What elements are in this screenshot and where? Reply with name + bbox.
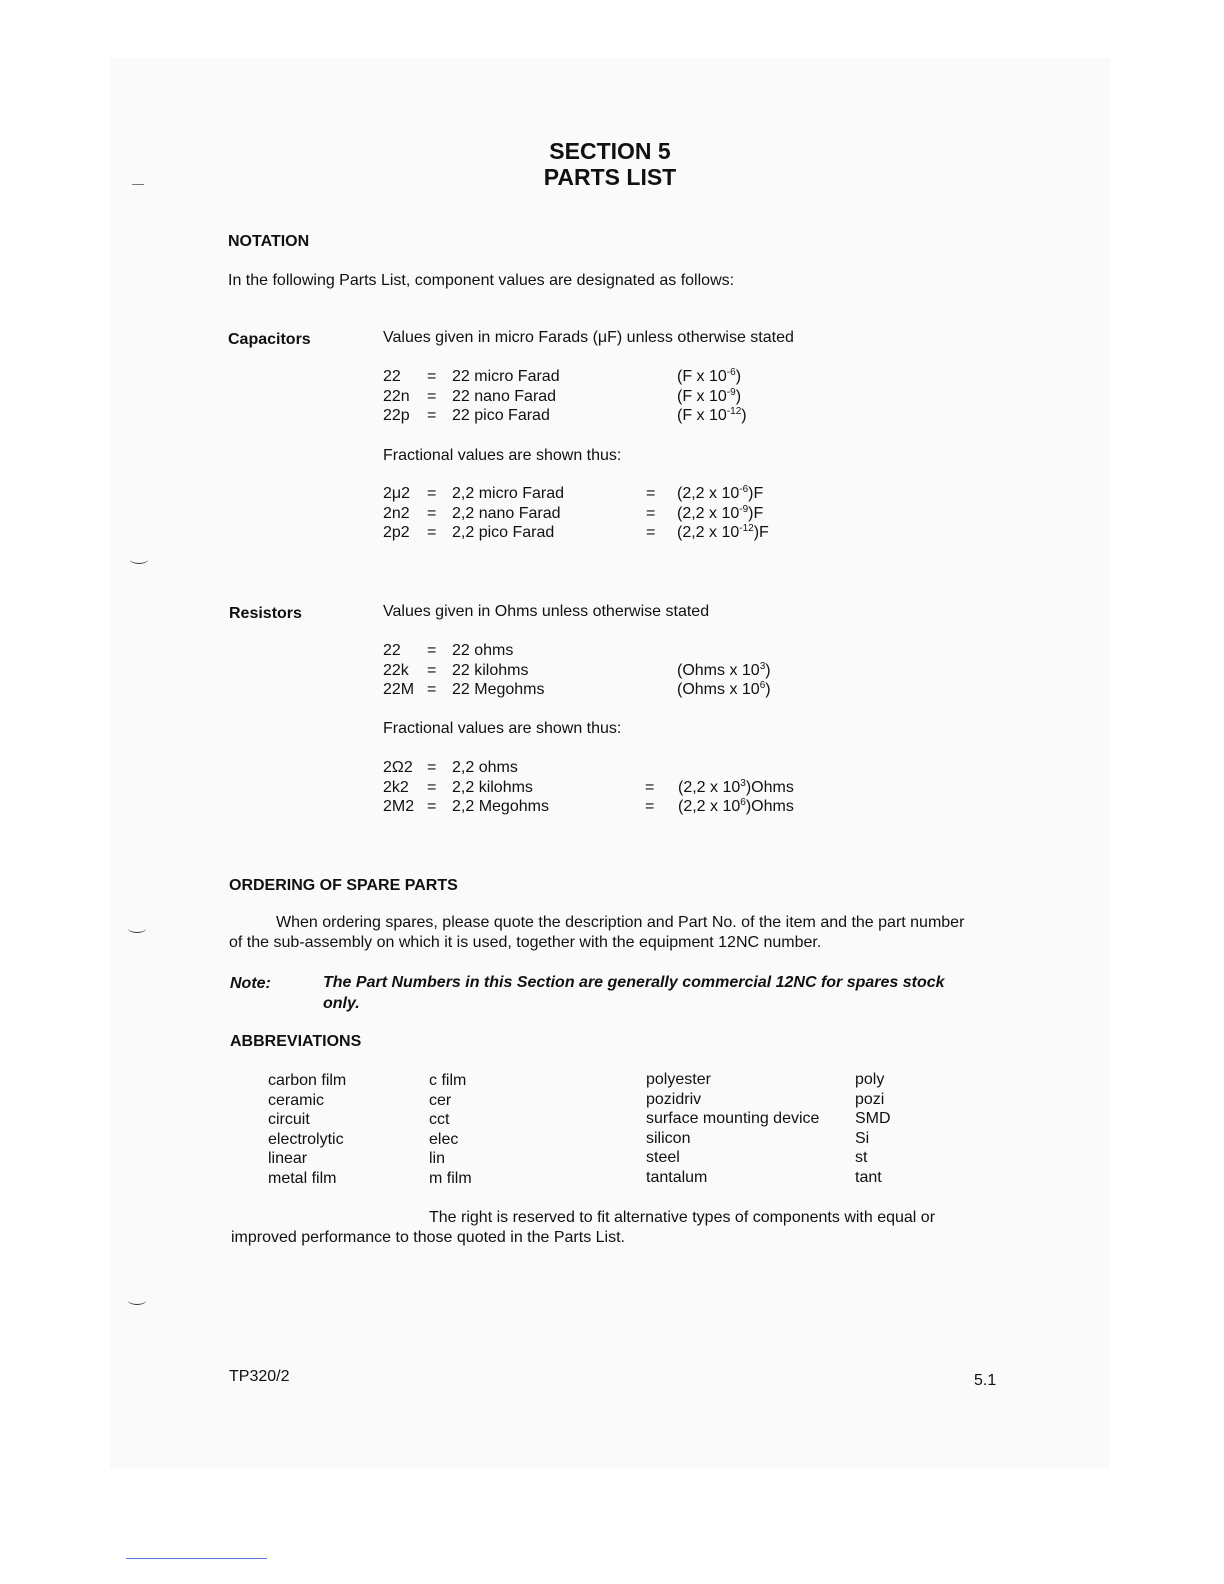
value-formula: (2,2 x $10^6)Ohms$	[678, 797, 794, 815]
table-row	[383, 798, 794, 818]
table-row	[383, 388, 747, 408]
table-row	[383, 681, 771, 701]
capacitors-label: Capacitors	[228, 331, 311, 348]
value-code: 22M	[383, 681, 415, 698]
value-name: 2,2 Megohms	[452, 798, 549, 815]
value-code: 2μ2	[383, 485, 411, 502]
value-formula: (F x $10^{-12}$)	[677, 406, 747, 424]
table-row	[383, 779, 794, 799]
table-row	[383, 407, 747, 427]
abbreviations-heading: ABBREVIATIONS	[230, 1033, 362, 1050]
value-formula: (F x $10^{-9}$)	[677, 386, 742, 405]
value-name: 2,2 ohms	[452, 759, 518, 776]
abbreviation-short: c film	[429, 1072, 467, 1089]
value-code: 2n2	[383, 504, 410, 522]
abbreviation-term: circuit	[268, 1111, 310, 1128]
value-code: 22n	[383, 387, 410, 405]
page-title: PARTS LIST	[543, 164, 677, 190]
capacitor-values-table	[383, 368, 747, 427]
equals-sign: =	[427, 759, 437, 776]
abbreviation-term: surface mounting device	[646, 1110, 820, 1127]
abbreviation-term: silicon	[646, 1129, 691, 1147]
equals-sign: =	[427, 661, 437, 679]
value-code: 22	[383, 368, 401, 385]
abbreviation-term: linear	[268, 1150, 308, 1167]
abbreviation-term: pozidriv	[646, 1090, 702, 1108]
table-row	[268, 1092, 472, 1112]
table-row	[646, 1110, 891, 1130]
note-text-line2: only.	[323, 995, 360, 1012]
equals-sign	[645, 759, 678, 779]
equals-sign: =	[427, 368, 437, 385]
abbreviation-term: carbon film	[268, 1072, 347, 1089]
table-row	[268, 1072, 472, 1092]
resistor-values-table	[383, 642, 771, 701]
reserved-text-line2: improved performance to those quoted in the Parts List.	[231, 1229, 625, 1246]
value-code: 22k	[383, 661, 409, 679]
binder-hole-mark	[128, 1296, 146, 1305]
table-row	[268, 1131, 472, 1151]
value-name: 2,2 micro Farad	[452, 485, 565, 502]
abbreviation-term: metal film	[268, 1169, 337, 1187]
ordering-text-line2: of the sub-assembly on which it is used, together with the equipment 12NC number.	[229, 934, 822, 951]
note-label: Note:	[230, 975, 271, 992]
table-row	[646, 1149, 891, 1169]
notation-intro: In the following Parts List, component values are designated as follows:	[228, 272, 735, 289]
equals-sign: =	[427, 504, 437, 522]
value-name: 2,2 nano Farad	[452, 504, 561, 522]
value-code: 22p	[383, 407, 410, 424]
abbreviation-short: st	[855, 1149, 868, 1166]
abbreviation-term: polyester	[646, 1071, 711, 1088]
abbreviation-short: m film	[429, 1169, 472, 1187]
value-formula: (2,2 x $10^{-6})F$	[677, 484, 764, 502]
binder-hole-mark	[128, 924, 146, 933]
value-formula: (2,2 x $10^3)Ohms$	[678, 777, 794, 796]
ordering-text-line1: When ordering spares, please quote the description and Part No. of the item and the part number	[276, 914, 965, 931]
abbreviation-short: SMD	[855, 1110, 891, 1127]
value-code: 22	[383, 642, 401, 659]
abbreviation-term: steel	[646, 1149, 680, 1166]
abbreviation-short: pozi	[855, 1090, 885, 1108]
abbreviations-left-table	[268, 1072, 472, 1189]
abbreviation-short: elec	[429, 1130, 459, 1148]
table-row	[268, 1111, 472, 1131]
value-name: 22 micro Farad	[452, 368, 560, 385]
value-formula: (Ohms x $10^6$)	[677, 680, 771, 698]
value-code: 2Ω2	[383, 759, 413, 776]
equals-sign: =	[427, 407, 437, 424]
reserved-text-line1: The right is reserved to fit alternative types of components with equal or	[429, 1209, 936, 1226]
value-formula	[678, 759, 794, 779]
value-formula: (Ohms x $10^3$)	[677, 660, 771, 679]
table-row	[383, 505, 769, 525]
equals-sign: =	[646, 524, 656, 541]
abbreviation-short: cer	[429, 1091, 452, 1109]
value-formula: (2,2 x $10^{-9})F$	[677, 503, 764, 522]
value-formula: (2,2 x $10^{-12})F$	[677, 523, 769, 541]
note-text-line1: The Part Numbers in this Section are generally commercial 12NC for spares stock	[323, 974, 945, 991]
table-row	[383, 662, 771, 682]
table-row	[646, 1130, 891, 1150]
ordering-heading: ORDERING OF SPARE PARTS	[229, 877, 458, 894]
abbreviation-term: tantalum	[646, 1168, 708, 1186]
abbreviation-short: tant	[855, 1168, 882, 1186]
equals-sign: =	[427, 485, 437, 502]
abbreviation-short: lin	[429, 1150, 446, 1167]
document-id: TP320/2	[229, 1368, 290, 1385]
equals-sign: =	[645, 778, 655, 796]
table-row	[268, 1150, 472, 1170]
value-name: 22 kilohms	[452, 661, 529, 679]
value-code: 2p2	[383, 524, 410, 541]
table-row	[646, 1169, 891, 1189]
equals-sign: =	[427, 642, 437, 659]
abbreviation-term: electrolytic	[268, 1130, 344, 1148]
equals-sign: =	[646, 485, 656, 502]
scan-mark	[132, 184, 144, 185]
notation-heading: NOTATION	[228, 233, 310, 250]
equals-sign: =	[427, 798, 437, 815]
value-name: 22 nano Farad	[452, 387, 557, 405]
table-row	[383, 642, 771, 662]
table-row	[383, 524, 769, 544]
value-code: 2k2	[383, 778, 409, 796]
value-name: 2,2 pico Farad	[452, 524, 555, 541]
table-row	[383, 485, 769, 505]
abbreviation-term: ceramic	[268, 1091, 325, 1109]
section-number: SECTION 5	[549, 138, 671, 164]
resistor-fractional-table	[383, 759, 794, 818]
value-name: 22 Megohms	[452, 681, 545, 698]
capacitors-description: Values given in micro Farads (μF) unless otherwise stated	[383, 329, 794, 346]
equals-sign: =	[646, 504, 656, 522]
equals-sign: =	[427, 778, 437, 796]
value-name: 2,2 kilohms	[452, 778, 533, 796]
value-formula: (F x $10^{-6}$)	[677, 367, 742, 385]
capacitors-fractional-label: Fractional values are shown thus:	[383, 447, 622, 464]
equals-sign: =	[427, 524, 437, 541]
divider-line	[126, 1558, 267, 1559]
table-row	[383, 759, 794, 779]
abbreviation-short: cct	[429, 1111, 450, 1128]
abbreviations-right-table	[646, 1071, 891, 1188]
equals-sign: =	[427, 681, 437, 698]
abbreviation-short: poly	[855, 1071, 885, 1088]
resistors-label: Resistors	[229, 605, 302, 622]
page-number: 5.1	[974, 1372, 997, 1389]
table-row	[383, 368, 747, 388]
resistors-fractional-label: Fractional values are shown thus:	[383, 720, 622, 737]
binder-hole-mark	[130, 555, 148, 564]
capacitor-fractional-table	[383, 485, 769, 544]
equals-sign: =	[645, 798, 655, 815]
resistors-description: Values given in Ohms unless otherwise stated	[383, 603, 710, 620]
table-row	[646, 1071, 891, 1091]
abbreviation-short: Si	[855, 1129, 870, 1147]
value-formula	[677, 642, 771, 662]
equals-sign: =	[427, 387, 437, 405]
value-name: 22 ohms	[452, 642, 514, 659]
table-row	[646, 1091, 891, 1111]
value-code: 2M2	[383, 798, 415, 815]
value-name: 22 pico Farad	[452, 407, 550, 424]
table-row	[268, 1170, 472, 1190]
